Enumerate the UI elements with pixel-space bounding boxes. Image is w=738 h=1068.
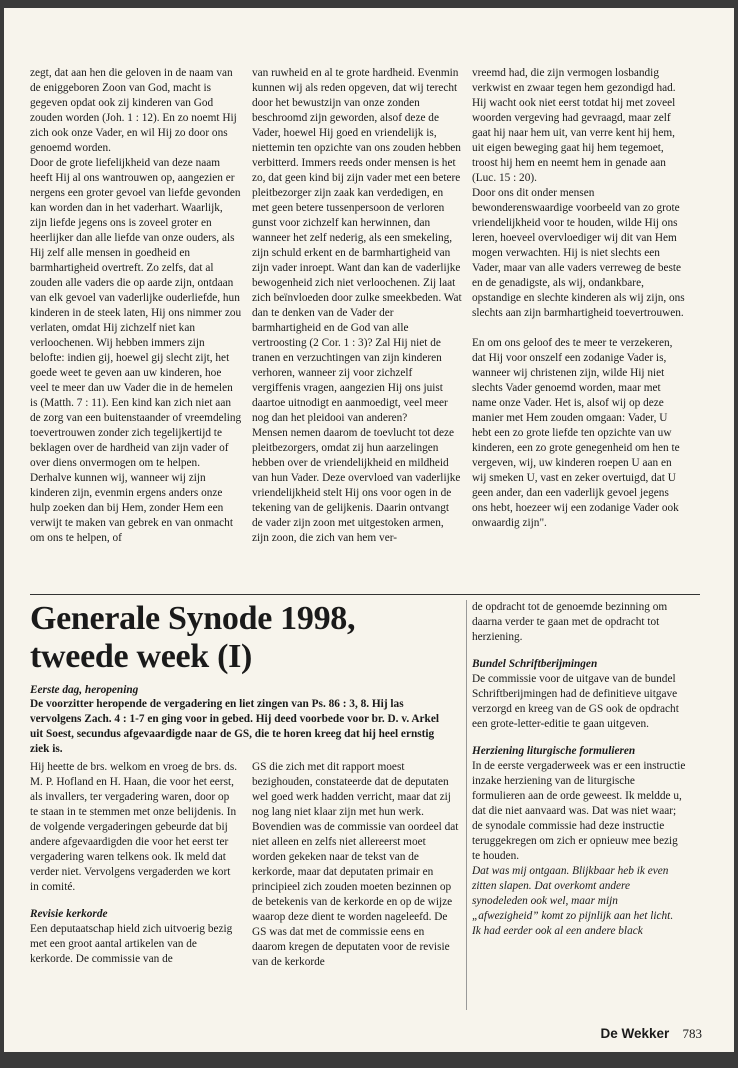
page-number: 783	[682, 1026, 702, 1041]
paragraph: van ruwheid en al te grote hardheid. Evenmin kunnen wij als reden opgeven, dat wij terecht door het bewustzijn van onze zonden beschroomd zijn geworden, alsof deze de Vader, hoewel Hij goed en vriendelijk is, niettemin ten opzichte van ons zouden hebben verbitterd. Immers reeds onder mensen is het zo, dat geen kind bij zijn vader met een betere pleitbezorger zijn zaak kan verdedigen, en met geen betere tussenpersoon de verloren gunst voor zichzelf kan herwinnen, dan wanneer het zelf nederig, als een smekeling, zijn schuld erkent en de barmhartigheid van zijn vader inroept. Want dan kan de vaderlijke bewogenheid zich niet verloochenen. Zij laat zich beïnvloeden door zulke smeekbeden. Wat dan te denken van de Vader der barmhartigheid en de God van alle vertroosting (2 Cor. 1 : 3)? Zal Hij niet de tranen en verzuchtingen van zijn kinderen verhoren, wanneer zij voor zichzelf vergiffenis vragen, aangezien Hij ons juist daartoe uitnodigt en aanmoedigt, veel meer nog dan het pleidooi van anderen?	[252, 67, 462, 424]
paragraph: Hij heette de brs. welkom en vroeg de brs. ds. M. P. Hofland en H. Haan, die voor het eerst, als invallers, ter vergadering waren, door op te staan in te stemmen met onze belijdenis. In de volgende vergaderingen gebeurde dat bij andere afgevaardigden die voor het eerst ter vergadering waren telkens ook. Ik meld dat verder niet. Vervolgens vergaderden we kort in comité.	[30, 761, 238, 893]
upper-column-3	[472, 66, 686, 531]
article-column-2	[252, 760, 460, 970]
paragraph: vreemd had, die zijn vermogen losbandig verkwist en zwaar tegen hem gezondigd had. Hij wacht ook niet eerst totdat hij met zoveel woorden vergeving had gevraagd, maar zelf gaat hij naar hem uit, van verre kent hij hem, uit eigen beweging gaat hij hem tegemoet, troost hij hem en neemt hem in genade aan (Luc. 15 : 20).	[472, 67, 676, 184]
column-rule	[466, 600, 467, 1010]
paragraph: De commissie voor de uitgave van de bundel Schriftberijmingen had de definitieve uitgave verzorgd en kreeg van de GS ook de opdracht een grote-letter-editie te gaan uitgeven.	[472, 673, 679, 730]
article-column-1	[30, 760, 240, 967]
upper-column-1	[30, 66, 242, 546]
paragraph: In de eerste vergaderweek was er een instructie inzake herziening van de liturgische formulieren aan de orde geweest. Ik meldde u, dat die niet aanvaard was. Dat was niet waar; de synodale commissie had deze instructie teruggekregen om zich er opnieuw mee bezig te houden.	[472, 760, 686, 862]
section-divider	[30, 594, 700, 595]
italic-paragraph: Dat was mij ontgaan. Blijkbaar heb ik even zitten slapen. Dat overkomt andere synodeleden ook wel, maar mijn „afwezigheid” komt zo pijnlijk aan het licht.	[472, 865, 674, 922]
upper-column-2	[252, 66, 462, 546]
magazine-name: De Wekker	[600, 1026, 670, 1041]
paragraph: Mensen nemen daarom de toevlucht tot deze pleitbezorgers, omdat zij hun aarzelingen hebben over de vriendelijkheid en mildheid van hun Vader. Deze overvloed van vaderlijke vriendelijkheid stelt Hij ons voor ogen in de tekening van de gelijkenis. Daarin ontvangt de vader zijn zoon met uitgestoken armen, zijn zoon, die zich van hem ver-	[252, 427, 461, 544]
section-heading: Herziening liturgische formulieren	[472, 745, 636, 757]
paragraph: Door ons dit onder mensen bewonderenswaardige voorbeeld van zo grote vriendelijkheid voor te houden, wilde Hij ons leren, hoeveel overvloediger wij dit van Hem mogen verwachten. Hij is niet slechts een Vader, maar van alle vaders verreweg de beste en de genadigste, als wij, ondankbare, opstandige en slechte kinderen als wij zijn, ons slechts aan zijn barmhartigheid toevertrouwen.	[472, 187, 685, 319]
italic-paragraph: Ik had eerder ook al een andere black	[472, 925, 643, 937]
paragraph: de opdracht tot de genoemde bezinning om daarna verder te gaan met de opdracht tot herziening.	[472, 601, 668, 643]
section-heading: Revisie kerkorde	[30, 908, 108, 920]
paragraph: En om ons geloof des te meer te verzekeren, dat Hij voor onszelf een zodanige Vader is, wanneer wij christenen zijn, wilde Hij niet slechts Vader genoemd worden, maar met name onze Vader. Het is, alsof wij op deze manier met Hem zouden omgaan: Vader, U hebt een zo grote liefde ten opzichte van uw kinderen, een zo grote genegenheid om hen te vergeven, wij, uw kinderen roepen U aan en wij smeken U, vast en zeker overtuigd, dat U geen ander, dan een vaderlijk gevoel jegens ons hebt, hoezeer wij een zodanige Vader ook onwaardig zijn".	[472, 337, 680, 529]
article-subhead: Eerste dag, heropening	[30, 684, 139, 696]
article-lead: De voorzitter heropende de vergadering en liet zingen van Ps. 86 : 3, 8. Hij las vervolgens Zach. 4 : 1-7 en ging voor in gebed. Hij deed voorbede voor br. D. v. Arkel uit Soest, secundus afgevaardigde naar de GS, die te horen kreeg dat hij heel ernstig ziek is.	[30, 698, 439, 755]
paragraph: Een deputaatschap hield zich uitvoerig bezig met een groot aantal artikelen van de kerkorde. De commissie van de	[30, 923, 233, 965]
page-footer	[600, 1026, 702, 1042]
article-column-3	[472, 600, 686, 939]
section-heading: Bundel Schriftberijmingen	[472, 658, 598, 670]
paragraph: zegt, dat aan hen die geloven in de naam van de eniggeboren Zoon van God, macht is gegeven opdat ook zij kinderen van God zouden worden (Joh. 1 : 12). En zo noemt Hij zich ook onze Vader, en wil Hij zo door ons genoemd worden.	[30, 67, 237, 154]
paragraph: GS die zich met dit rapport moest bezighouden, constateerde dat de deputaten wel goed werk hadden verricht, maar dat zij nog lang niet klaar zijn met hun werk. Bovendien was de commissie van oordeel dat niet alleen en zelfs niet allereerst moet worden gekeken naar de tekst van de kerkorde, maar dat deputaten primair en principieel zich zouden moeten bezinnen op de betekenis van de kerkorde en op de wijze waarop deze dient te worden nageleefd. De GS was dat met de commissie eens en daarom kregen de deputaten voor de revisie van de kerkorde	[252, 761, 459, 968]
article-title: Generale Synode 1998, tweede week (I)	[30, 600, 356, 675]
paragraph: Door de grote liefelijkheid van deze naam heeft Hij al ons wantrouwen op, aangezien er nergens een groter gevoel van liefde gevonden kan worden dan in het vaderhart. Waarlijk, zijn liefde jegens ons is zoveel groter en heerlijker dan alle liefde van onze ouders, als Hij zelf alle mensen in goedheid en barmhartigheid overtreft. Zo zelfs, dat al zouden alle vaders die op aarde zijn, ontdaan van elk gevoel van vaderlijke ouderliefde, hun kinderen in de steek laten, Hij ons nimmer zou verlaten, omdat Hij zichzelf niet kan verloochenen. Wij hebben immers zijn belofte: indien gij, hoewel gij slecht zijt, het goede weet te geven aan uw kinderen, hoe veel te meer dan uw Vader die in de hemelen is (Matth. 7 : 11). Een kind kan zich niet aan de zorg van een buitenstaander of vreemdeling toevertrouwen zonder zich tegelijkertijd te beklagen over de hardheid van zijn vader of over diens onvermogen om te helpen. Derhalve kunnen wij, wanneer wij zijn kinderen zijn, evenmin ergens anders onze hulp zoeken dan bij Hem, zonder Hem een verwijt te maken van gebrek en van onmacht om ons te helpen, of	[30, 157, 242, 544]
